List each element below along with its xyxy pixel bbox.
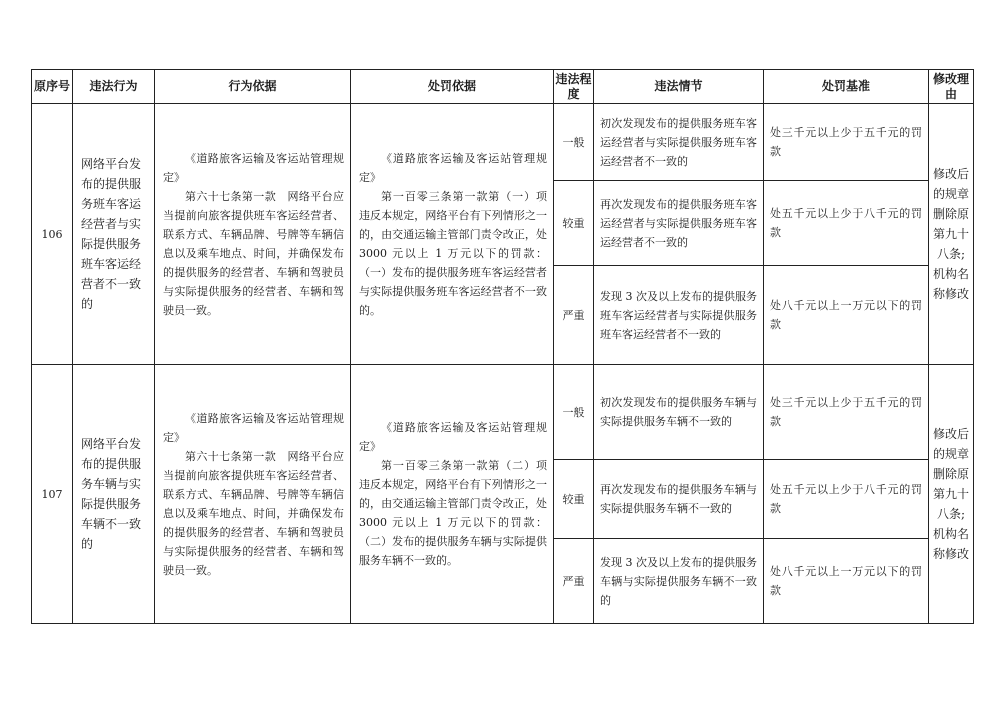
level-cell: 一般: [554, 104, 594, 181]
row-number: 106: [32, 104, 73, 365]
standard-cell: 处五千元以上少于八千元的罚款: [764, 181, 929, 266]
row-number: 107: [32, 365, 73, 624]
table-row: [32, 104, 974, 181]
header-level: 违法程度: [554, 70, 594, 104]
violation-act: [73, 365, 155, 624]
modification-reason-text: 修改后的规章删除原第九十八条;机构名称修改: [932, 427, 969, 561]
level-cell: 一般: [554, 365, 594, 460]
table-row: [32, 365, 974, 460]
penalty-title: 《道路旅客运输及客运站管理规定》: [359, 151, 547, 184]
violation-act-text: 网络平台发布的提供服务车辆与实际提供服务车辆不一致的: [81, 437, 142, 551]
basis-title: 《道路旅客运输及客运站管理规定》: [163, 411, 344, 444]
penalty-standards-table: [31, 69, 974, 624]
penalty-text: 第一百零三条第一款第（一）项 违反本规定，网络平台有下列情形之一的，由交通运输主管部门责令改正，处 3000 元以上 1 万元以下的罚款：（一）发布的提供服务班车客运经营者与实际提供服务班车客运经营者不一致的。: [359, 189, 558, 317]
violation-act-text: 网络平台发布的提供服务班车客运经营者与实际提供服务班车客运经营者不一致的: [81, 157, 142, 311]
behavior-basis: [155, 365, 351, 624]
header-standard: 处罚基准: [764, 70, 929, 104]
standard-cell: 处三千元以上少于五千元的罚款: [764, 104, 929, 181]
circumstance-cell: 初次发现发布的提供服务班车客运经营者与实际提供服务班车客运经营者不一致的: [594, 104, 764, 181]
violation-act: [73, 104, 155, 365]
circumstance-cell: 再次发现发布的提供服务班车客运经营者与实际提供服务班车客运经营者不一致的: [594, 181, 764, 266]
basis-text: 第六十七条第一款 网络平台应当提前向旅客提供班车客运经营者、联系方式、车辆品牌、号牌等车辆信息以及乘车地点、时间，并确保发布的提供服务的经营者、车辆和驾驶员与实际提供服务的经营者、车辆和驾驶员一致。: [163, 449, 344, 577]
standard-cell: 处五千元以上少于八千元的罚款: [764, 460, 929, 539]
header-act: 违法行为: [73, 70, 155, 104]
header-circumstance: 违法情节: [594, 70, 764, 104]
header-penalty: 处罚依据: [351, 70, 554, 104]
modification-reason: [929, 104, 974, 365]
circumstance-cell: 发现 3 次及以上发布的提供服务车辆与实际提供服务车辆不一致的: [594, 539, 764, 624]
basis-text: 第六十七条第一款 网络平台应当提前向旅客提供班车客运经营者、联系方式、车辆品牌、号牌等车辆信息以及乘车地点、时间，并确保发布的提供服务的经营者、车辆和驾驶员与实际提供服务的经营者、车辆和驾驶员一致。: [163, 189, 344, 317]
behavior-basis: [155, 104, 351, 365]
standard-cell: 处八千元以上一万元以下的罚款: [764, 266, 929, 365]
modification-reason: [929, 365, 974, 624]
penalty-text: 第一百零三条第一款第（二）项 违反本规定，网络平台有下列情形之一的，由交通运输主管部门责令改正，处 3000 元以上 1 万元以下的罚款：（二）发布的提供服务车辆与实际提供服务车辆不一致的。: [359, 459, 558, 567]
header-num: 原序号: [32, 70, 73, 104]
header-reason: 修改理由: [929, 70, 974, 104]
penalty-basis: [351, 365, 558, 624]
circumstance-cell: 初次发现发布的提供服务车辆与实际提供服务车辆不一致的: [594, 365, 764, 460]
penalty-basis: [351, 104, 558, 365]
circumstance-cell: 发现 3 次及以上发布的提供服务班车客运经营者与实际提供服务班车客运经营者不一致的: [594, 266, 764, 365]
level-cell: 较重: [554, 181, 594, 266]
circumstance-cell: 再次发现发布的提供服务车辆与实际提供服务车辆不一致的: [594, 460, 764, 539]
standard-cell: 处八千元以上一万元以下的罚款: [764, 539, 929, 624]
level-cell: 严重: [554, 266, 594, 365]
basis-title: 《道路旅客运输及客运站管理规定》: [163, 151, 344, 184]
modification-reason-text: 修改后的规章删除原第九十八条;机构名称修改: [932, 167, 969, 301]
standard-cell: 处三千元以上少于五千元的罚款: [764, 365, 929, 460]
level-cell: 较重: [554, 460, 594, 539]
level-cell: 严重: [554, 539, 594, 624]
penalty-title: 《道路旅客运输及客运站管理规定》: [359, 421, 547, 453]
table-header-row: [32, 70, 974, 104]
header-basis: 行为依据: [155, 70, 351, 104]
